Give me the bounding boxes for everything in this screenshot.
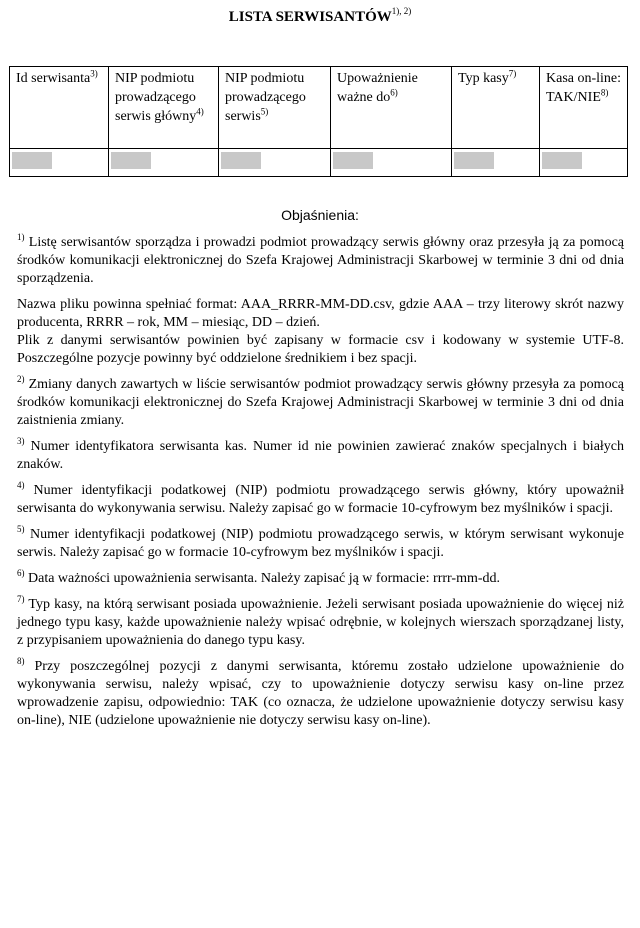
- column-header-label: NIP podmiotu prowadzącego serwis główny: [115, 71, 197, 124]
- column-header-label: Typ kasy: [458, 71, 509, 86]
- footnote-marker: 7): [17, 594, 25, 604]
- footnote-ref: 4): [196, 106, 204, 117]
- footnote-marker: 1): [17, 232, 25, 242]
- document-title: [0, 6, 640, 26]
- servicer-list-table: [9, 66, 628, 177]
- placeholder-field: [111, 152, 151, 169]
- footnote-text: Plik z danymi serwisantów powinien być zapisany w formacie csv i kodowany w systemie UTF-8. Poszczególne pozycje powinny być oddzielone średnikiem i bez spacji.: [17, 333, 624, 366]
- footnote-1: [17, 234, 624, 288]
- table-cell: [331, 149, 452, 177]
- footnote-marker: 8): [17, 656, 25, 666]
- title-footnote-ref: 1), 2): [391, 6, 412, 16]
- footnote-ref: 7): [508, 68, 517, 79]
- footnote-text: Typ kasy, na którą serwisant posiada upoważnienie. Jeżeli serwisant posiada upoważnienie do więcej niż jednego typu kasy, każde upoważnienie należy wpisać odrębnie, w kolejnych wierszach sporządzanej listy, z przypisaniem upoważnienia do danego typu kasy.: [17, 597, 624, 648]
- footnote-7: [17, 596, 624, 650]
- table-cell: [452, 149, 540, 177]
- column-header-nip-main: [109, 67, 219, 149]
- column-header-nip-service: [219, 67, 331, 149]
- footnote-text: Nazwa pliku powinna spełniać format: AAA_RRRR-MM-DD.csv, gdzie AAA – trzy literowy skrót nazwy producenta, RRRR – rok, MM – miesiąc, DD – dzień.: [17, 297, 624, 330]
- column-header-label: Upoważnienie ważne do: [337, 71, 418, 105]
- column-header-online: [540, 67, 628, 149]
- table-header-row: [10, 67, 628, 149]
- footnote-text: Numer identyfikacji podatkowej (NIP) podmiotu prowadzącego serwis główny, który upoważnił serwisanta do wykonywania serwisu. Należy zapisać go w formacie 10-cyfrowym bez myślników i spacji.: [17, 483, 625, 516]
- title-text: LISTA SERWISANTÓW: [228, 9, 392, 25]
- column-header-label: NIP podmiotu prowadzącego serwis: [225, 71, 306, 124]
- footnote-text: Listę serwisantów sporządza i prowadzi podmiot prowadzący serwis główny oraz przesyła ją za pomocą środków komunikacji elektronicznej do Szefa Krajowej Administracji Skarbowej w terminie 3 dni od dnia sporządzenia.: [17, 235, 624, 286]
- table-cell: [540, 149, 628, 177]
- placeholder-field: [333, 152, 373, 169]
- explanations-notes: [17, 234, 624, 738]
- footnote-5: [17, 526, 624, 562]
- footnote-text: Numer identyfikatora serwisanta kas. Numer id nie powinien zawierać znaków specjalnych i białych znaków.: [17, 439, 625, 472]
- footnote-marker: 2): [17, 374, 25, 384]
- footnote-6: [17, 570, 624, 588]
- placeholder-field: [454, 152, 494, 169]
- footnote-marker: 6): [17, 568, 25, 578]
- table-cell: [109, 149, 219, 177]
- footnote-marker: 3): [17, 436, 25, 446]
- column-header-id: [10, 67, 109, 149]
- footnote-ref: 6): [390, 87, 398, 98]
- placeholder-field: [12, 152, 52, 169]
- table-cell: [10, 149, 109, 177]
- column-header-label: Kasa on-line: TAK/NIE: [546, 71, 622, 105]
- footnote-ref: 3): [90, 68, 98, 79]
- placeholder-field: [221, 152, 261, 169]
- explanations-heading: Objaśnienia:: [281, 207, 359, 223]
- table-row: [10, 149, 628, 177]
- footnote-4: [17, 482, 624, 518]
- column-header-authorization-date: [331, 67, 452, 149]
- footnote-marker: 5): [17, 524, 25, 534]
- footnote-text: Przy poszczególnej pozycji z danymi serwisanta, któremu zostało udzielone upoważnienie do wykonywania serwisu, należy wpisać, czy to upoważnienie dotyczy serwisu kasy on-line przez wprowadzenie zapisu, odpowiednio: TAK (co oznacza, że udzielone upoważnienie dotyczy serwisu kasy on-line), NIE (udzielone upoważnienie nie dotyczy serwisu kasy on-line).: [17, 659, 624, 728]
- footnote-ref: 8): [600, 87, 609, 98]
- footnote-ref: 5): [260, 106, 269, 117]
- placeholder-field: [542, 152, 582, 169]
- footnote-text: Numer identyfikacji podatkowej (NIP) podmiotu prowadzącego serwis, w którym serwisant wykonuje serwis. Należy zapisać go w formacie 10-cyfrowym bez myślników i spacji.: [17, 527, 624, 560]
- footnote-1-encoding: [17, 332, 624, 368]
- column-header-label: Id serwisanta: [16, 71, 91, 86]
- footnote-text: Zmiany danych zawartych w liście serwisantów podmiot prowadzący serwis główny przesyła za pomocą środków komunikacji elektronicznej do Szefa Krajowej Administracji Skarbowej w terminie 3 dni od dnia zaistnienia zmiany.: [17, 377, 625, 428]
- footnote-3: [17, 438, 624, 474]
- footnote-1-filename: [17, 296, 624, 332]
- table-cell: [219, 149, 331, 177]
- column-header-register-type: [452, 67, 540, 149]
- footnote-marker: 4): [17, 480, 25, 490]
- footnote-2: [17, 376, 624, 430]
- footnote-8: [17, 658, 624, 730]
- footnote-text: Data ważności upoważnienia serwisanta. Należy zapisać ją w formacie: rrrr-mm-dd.: [28, 571, 501, 586]
